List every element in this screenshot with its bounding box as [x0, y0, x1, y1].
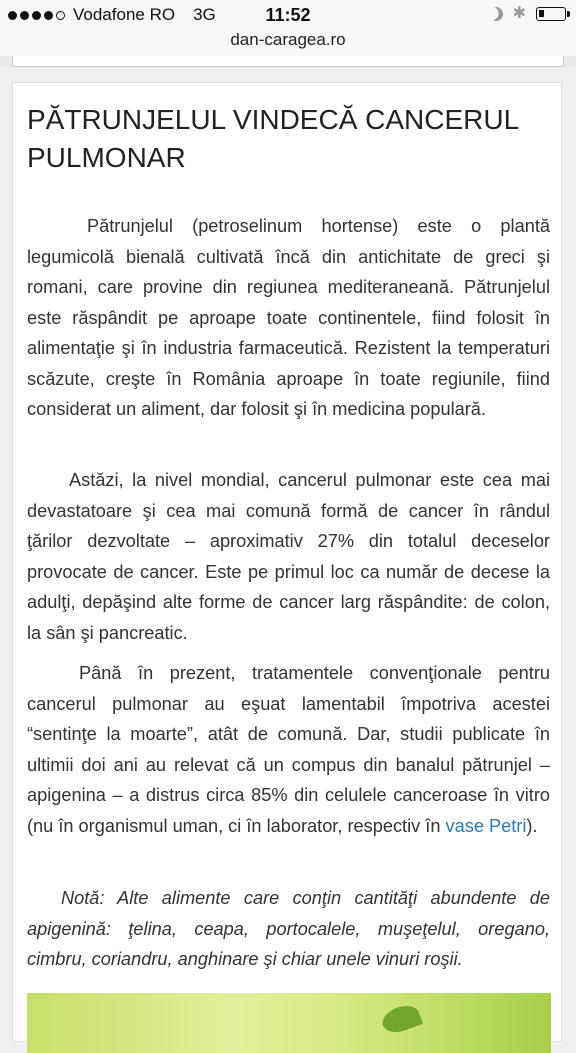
- paragraph-statistics: Astăzi, la nivel mondial, cancerul pulmonar este cea mai devastatoare şi cea mai comună formă de cancer în rândul ţărilor dezvoltate – aproximativ 27% din totalul deceselor provocate de cancer. Este pe primul loc ca număr de decese la adulţi, depăşind alte forme de cancer larg răspândite: de colon, la sân şi pancreatic.: [27, 470, 550, 643]
- battery-nub: [567, 11, 570, 17]
- article-title: PĂTRUNJELUL VINDECĂ CANCERUL PULMONAR: [27, 104, 519, 173]
- vase-petri-link[interactable]: vase Petri: [445, 815, 527, 836]
- card-edge: [12, 56, 564, 67]
- paragraph-research-text: Până în prezent, tratamentele convenţionale pentru cancerul pulmonar au eşuat lamentabil împotriva acestei “sentinţe la moarte”, atât de comună. Dar, studii publicate în ultimii doi ani au relevat că un compus din banalul pătrunjel – apigenina – a distrus circa 85% din celulele canceroase în vitro (nu în organismul uman, ci în laborator, respectiv în: [27, 663, 550, 836]
- status-right: [489, 6, 566, 22]
- paragraph-intro: Pătrunjelul (petroselinum hortense) este o plantă legumicolă bienală cultivată încă din antichitate de greci şi romani, care provine din regiunea mediteraneană. Pătrunjelul este răspândit pe aproape toate continentele, fiind folosit în alimentaţie şi în industria farmaceutică. Rezistent la temperaturi scăzute, creşte în România aproape în toate regiunile, fiind considerat un aliment, dar folosit şi în medicina populară.: [27, 216, 550, 419]
- paragraph-research: [27, 658, 550, 841]
- battery-icon: [536, 7, 566, 21]
- paragraph-note: Notă: Alte alimente care conţin cantităţi abundente de apigenină: ţelina, ceapa, portocalele, muşeţelul, oregano, cimbru, coriandru, anghinare şi chiar unele vinuri roşii.: [27, 888, 550, 969]
- article-image: [27, 993, 551, 1053]
- bluetooth-icon: ✱: [512, 5, 526, 22]
- previous-card-edge: [0, 56, 576, 66]
- battery-fill: [539, 10, 544, 17]
- address-bar[interactable]: dan-caragea.ro: [0, 30, 576, 56]
- article-card: [12, 82, 562, 1042]
- paragraph-research-end: ).: [526, 815, 538, 836]
- carrier-name: Vodafone RO: [73, 5, 176, 24]
- moon-icon: [487, 5, 505, 23]
- status-bar: [0, 0, 576, 30]
- network-type: 3G: [193, 5, 216, 24]
- leaf-shape: [379, 1001, 423, 1037]
- clock: 11:52: [265, 5, 311, 25]
